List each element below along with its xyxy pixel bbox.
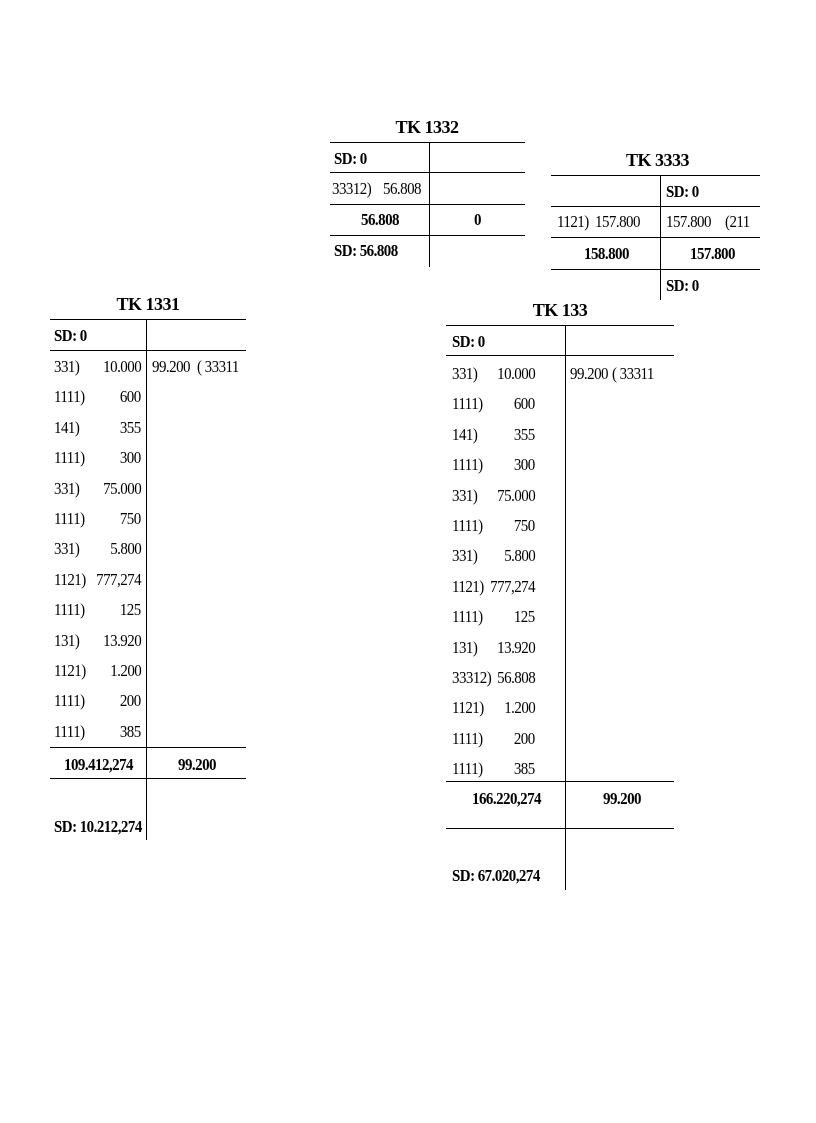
tk133-rule bbox=[446, 355, 674, 356]
tk1332-rule bbox=[330, 204, 525, 205]
tk1332-top-rule bbox=[330, 142, 525, 143]
debit-entry-amount: 200 bbox=[120, 691, 141, 711]
tk3333-closing-balance: SD: 0 bbox=[666, 276, 699, 295]
tk1332-title: TK 1332 bbox=[395, 117, 459, 137]
tk1331-credit-amount: 99.200 bbox=[152, 357, 190, 376]
debit-entry-amount: 777,274 bbox=[490, 576, 535, 596]
debit-entry-ref: 1121) bbox=[54, 661, 86, 680]
tk3333-debit-ref: 1121) bbox=[557, 212, 589, 231]
tk1332-opening-balance: SD: 0 bbox=[334, 149, 367, 168]
debit-entry-ref: 33312) bbox=[452, 668, 492, 687]
tk1332-divider bbox=[429, 143, 430, 267]
tk3333-debit-amount: 157.800 bbox=[595, 212, 640, 231]
tk133-divider bbox=[565, 326, 566, 890]
tk1332-rule bbox=[330, 235, 525, 236]
tk133-title: TK 133 bbox=[532, 300, 588, 320]
tk1332-debit-ref: 33312) bbox=[332, 179, 372, 198]
tk3333-rule bbox=[551, 237, 760, 238]
debit-entry-ref: 1121) bbox=[452, 698, 484, 718]
debit-entry-ref: 131) bbox=[54, 630, 80, 650]
tk1331-top-rule bbox=[50, 319, 246, 320]
tk133-top-rule bbox=[446, 325, 674, 326]
tk3333-credit-amount: 157.800 bbox=[666, 212, 711, 231]
tk133-total-credit: 99.200 bbox=[603, 789, 641, 808]
tk1332-debit-amount: 56.808 bbox=[383, 179, 421, 198]
debit-entry-amount: 75.000 bbox=[497, 485, 535, 505]
tk1331-total-debit: 109.412,274 bbox=[64, 755, 133, 774]
debit-entry-ref: 141) bbox=[54, 417, 80, 437]
tk133-credit-amount: 99.200 bbox=[570, 364, 608, 383]
tk1332-total-debit: 56.808 bbox=[361, 210, 399, 229]
debit-entry-ref: 331) bbox=[452, 485, 478, 505]
tk3333-divider bbox=[660, 176, 661, 300]
debit-entry-amount: 5.800 bbox=[109, 539, 141, 559]
debit-entry-amount: 5.800 bbox=[503, 546, 535, 566]
debit-entry-amount: 355 bbox=[514, 424, 535, 444]
debit-entry-amount: 385 bbox=[120, 721, 141, 741]
debit-entry-amount: 1.200 bbox=[503, 698, 535, 718]
debit-entry-ref: 1111) bbox=[54, 721, 85, 741]
tk3333-rule bbox=[551, 206, 760, 207]
debit-entry-ref: 1111) bbox=[54, 387, 85, 407]
tk1331-divider bbox=[146, 320, 147, 840]
tk1331-title: TK 1331 bbox=[116, 294, 180, 314]
debit-entry-amount: 777,274 bbox=[96, 569, 141, 589]
tk133-closing-balance: SD: 67.020,274 bbox=[452, 866, 540, 885]
debit-entry-amount: 600 bbox=[514, 394, 535, 414]
debit-entry-amount: 10.000 bbox=[497, 364, 535, 383]
debit-entry-amount: 200 bbox=[514, 728, 535, 748]
debit-entry-amount: 750 bbox=[120, 509, 141, 528]
debit-entry-amount: 75.000 bbox=[103, 478, 141, 498]
debit-entry-amount: 125 bbox=[514, 607, 535, 627]
tk3333-credit-ref: (211 bbox=[725, 212, 750, 231]
debit-entry-amount: 300 bbox=[514, 455, 535, 475]
debit-entry-ref: 331) bbox=[54, 357, 80, 376]
tk133-rule bbox=[446, 828, 674, 829]
tk1331-rule bbox=[50, 778, 246, 779]
tk3333-title: TK 3333 bbox=[625, 150, 689, 170]
debit-entry-ref: 1111) bbox=[452, 455, 483, 475]
debit-entry-ref: 1111) bbox=[452, 394, 483, 414]
debit-entry-amount: 750 bbox=[514, 516, 535, 535]
debit-entry-ref: 1111) bbox=[54, 448, 85, 468]
debit-entry-ref: 1111) bbox=[54, 600, 85, 620]
debit-entry-amount: 355 bbox=[120, 417, 141, 437]
tk3333-top-rule bbox=[551, 175, 760, 176]
debit-entry-amount: 300 bbox=[120, 448, 141, 468]
tk1331-rule bbox=[50, 350, 246, 351]
tk1332-rule bbox=[330, 172, 525, 173]
tk133-credit-ref: ( 33311 bbox=[612, 364, 654, 383]
debit-entry-amount: 600 bbox=[120, 387, 141, 407]
debit-entry-ref: 1111) bbox=[452, 728, 483, 748]
tk1332-closing-balance: SD: 56.808 bbox=[334, 241, 398, 260]
tk1331-credit-ref: ( 33311 bbox=[197, 357, 239, 376]
debit-entry-amount: 1.200 bbox=[109, 661, 141, 680]
debit-entry-ref: 1121) bbox=[54, 569, 86, 589]
tk3333-rule bbox=[551, 269, 760, 270]
debit-entry-ref: 1111) bbox=[54, 509, 85, 528]
debit-entry-ref: 1111) bbox=[452, 516, 483, 535]
debit-entry-amount: 10.000 bbox=[103, 357, 141, 376]
debit-entry-ref: 141) bbox=[452, 424, 478, 444]
debit-entry-ref: 131) bbox=[452, 637, 478, 657]
tk3333-opening-balance: SD: 0 bbox=[666, 182, 699, 201]
tk1331-opening-balance: SD: 0 bbox=[54, 326, 87, 345]
debit-entry-ref: 331) bbox=[452, 546, 478, 566]
tk3333-total-debit: 158.800 bbox=[584, 244, 629, 263]
debit-entry-ref: 331) bbox=[54, 478, 80, 498]
tk1331-rule bbox=[50, 747, 246, 748]
tk1331-closing-balance: SD: 10.212,274 bbox=[54, 817, 142, 836]
tk133-opening-balance: SD: 0 bbox=[452, 332, 485, 351]
tk133-rule bbox=[446, 781, 674, 782]
tk133-total-debit: 166.220,274 bbox=[472, 789, 541, 808]
debit-entry-amount: 13.920 bbox=[497, 637, 535, 657]
debit-entry-ref: 331) bbox=[54, 539, 80, 559]
tk1331-total-credit: 99.200 bbox=[178, 755, 216, 774]
debit-entry-ref: 331) bbox=[452, 364, 478, 383]
debit-entry-amount: 13.920 bbox=[103, 630, 141, 650]
debit-entry-amount: 385 bbox=[514, 759, 535, 779]
debit-entry-ref: 1111) bbox=[452, 607, 483, 627]
debit-entry-ref: 1111) bbox=[452, 759, 483, 779]
debit-entry-amount: 56.808 bbox=[497, 668, 535, 687]
debit-entry-amount: 125 bbox=[120, 600, 141, 620]
debit-entry-ref: 1121) bbox=[452, 576, 484, 596]
tk1332-total-credit: 0 bbox=[474, 210, 481, 229]
debit-entry-ref: 1111) bbox=[54, 691, 85, 711]
tk3333-total-credit: 157.800 bbox=[690, 244, 735, 263]
